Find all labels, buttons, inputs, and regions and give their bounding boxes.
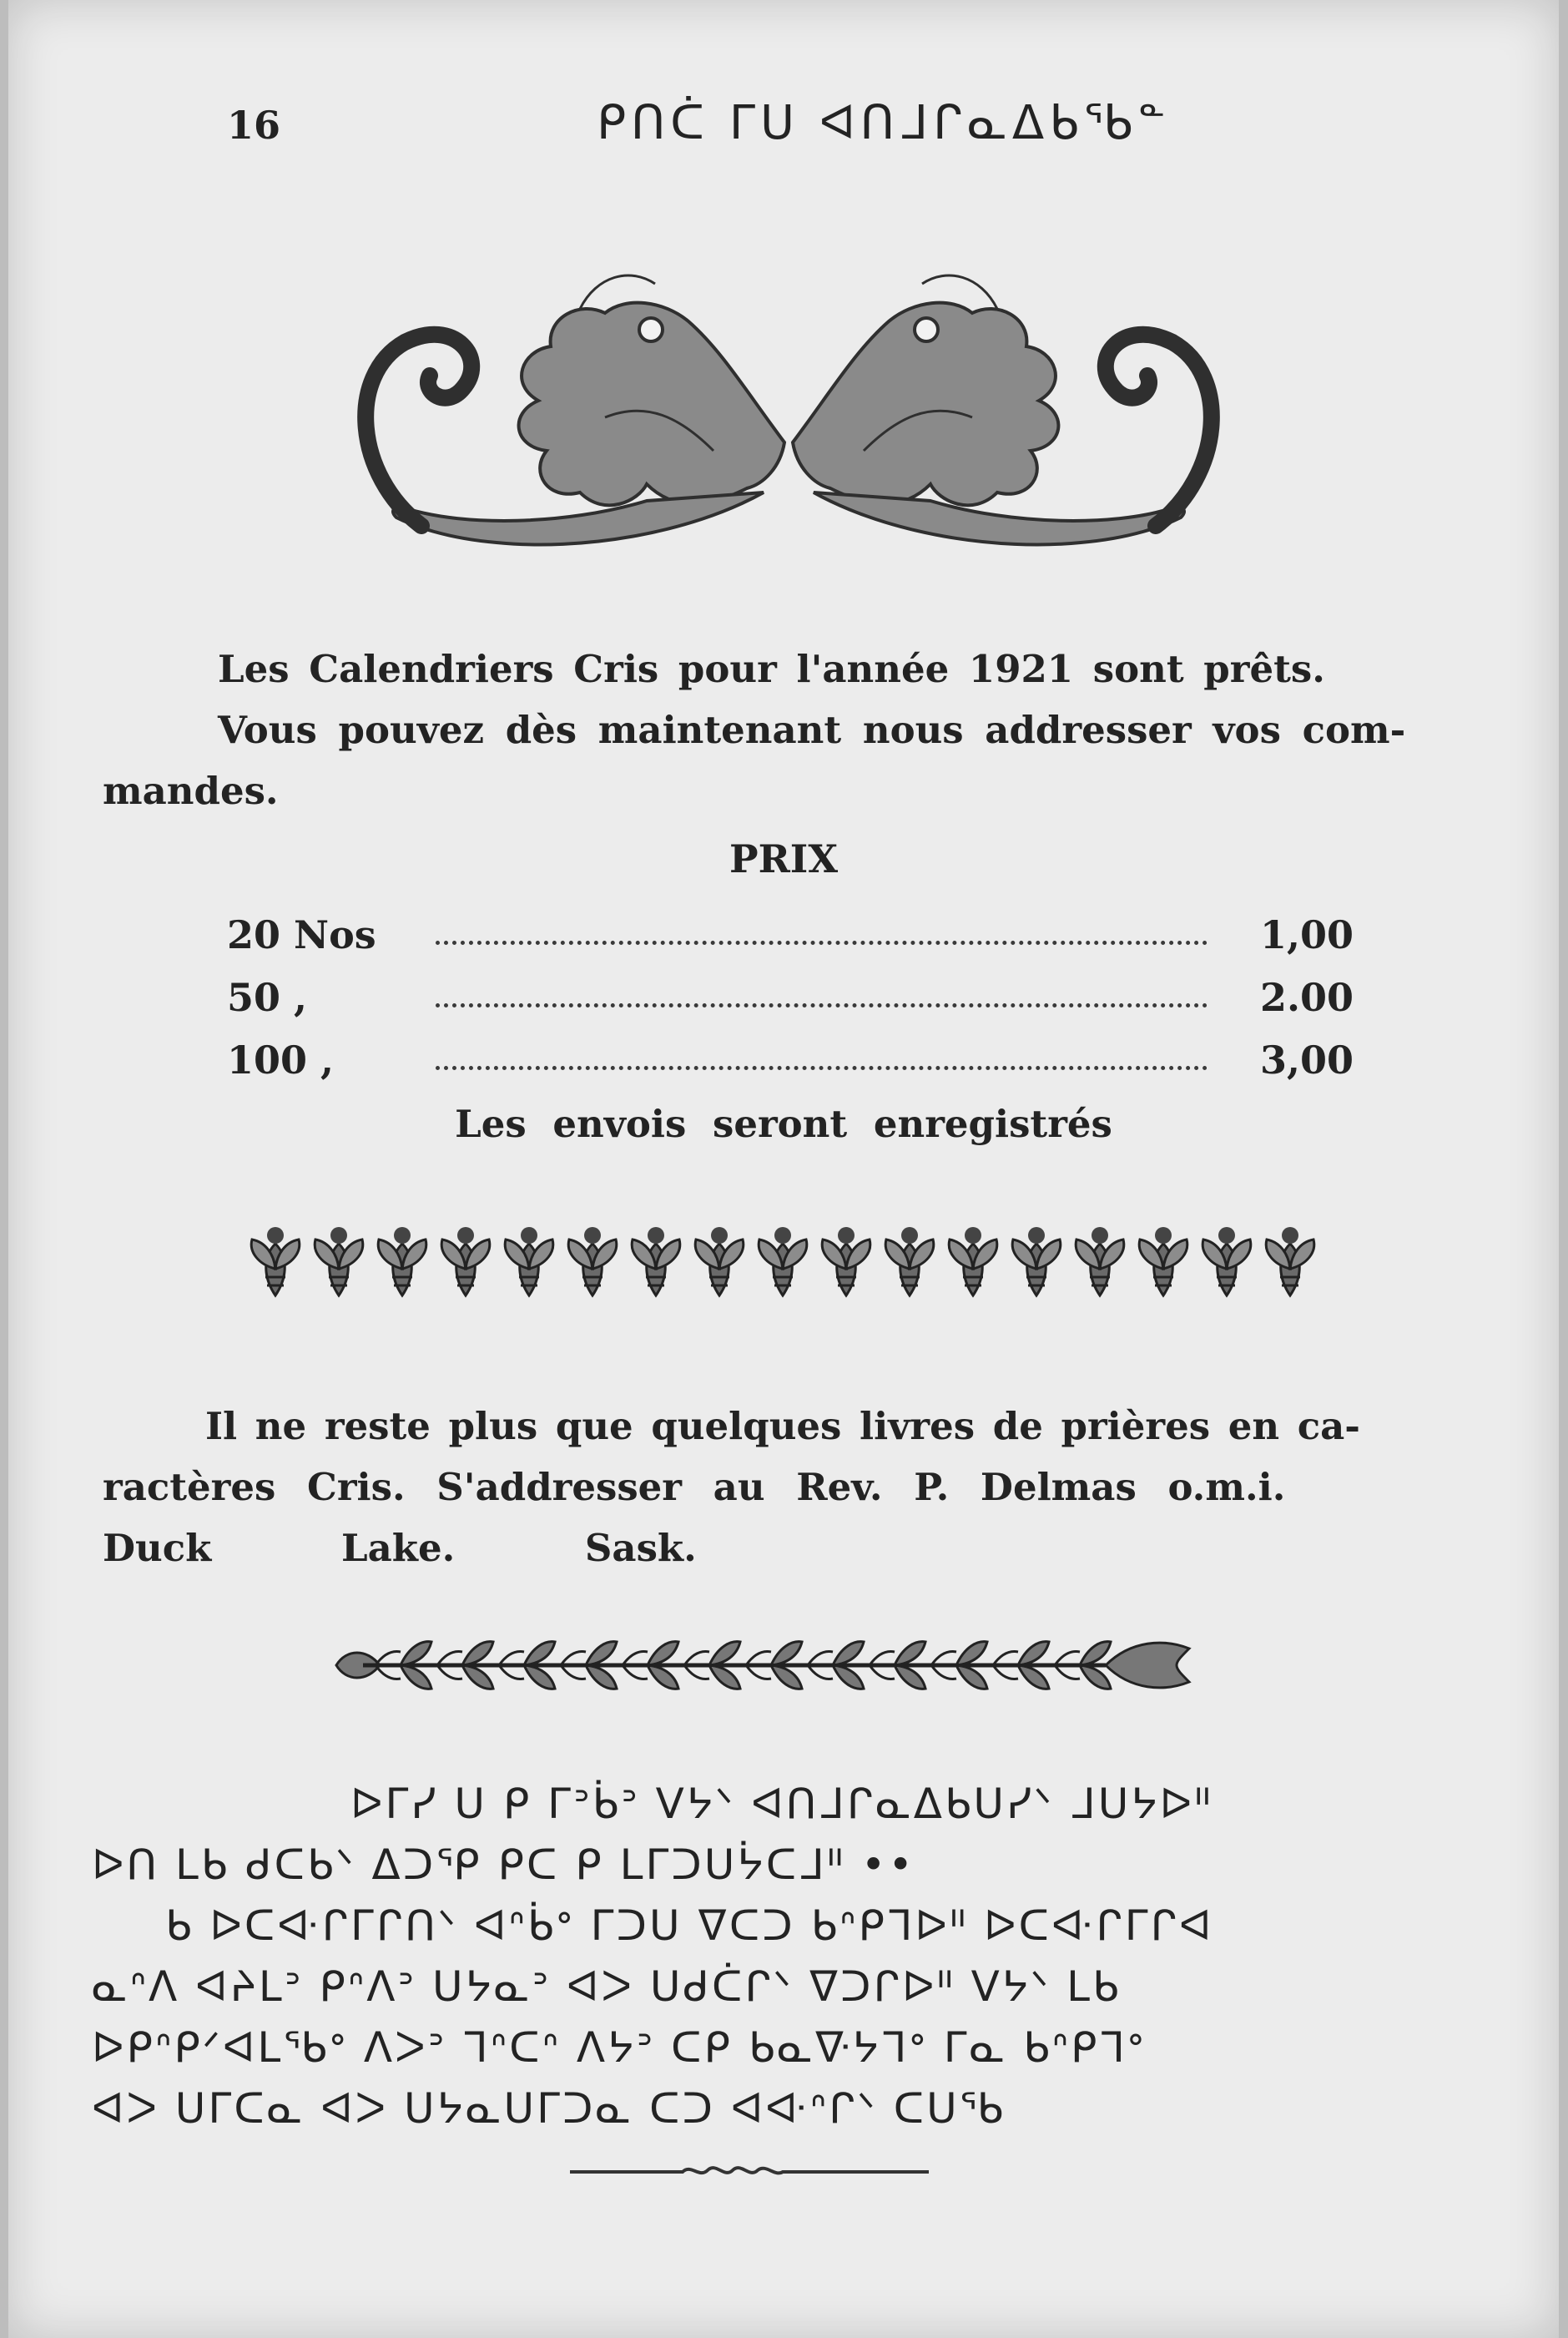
price-quantity: 20 Nos: [227, 912, 376, 957]
syllabics-line: ᐊᐳ ᑌᒥᑕᓇ ᐊᐳ ᑌᔭᓇᑌᒥᑐᓇ ᑕᑐ ᐊᐘᐢᒋᐠ ᑕᑌᖃ: [92, 2084, 1006, 2133]
price-row: [227, 1038, 1354, 1100]
price-quantity: 50 ,: [227, 975, 308, 1020]
notice-line: ractères Cris. S'addresser au Rev. P. Delmas o.m.i.: [103, 1465, 1286, 1509]
price-quantity: 100 ,: [227, 1038, 335, 1083]
document-page: [8, 0, 1559, 2338]
announcement-line: Vous pouvez dès maintenant nous addresser vos com-: [218, 708, 1406, 752]
price-row: [227, 912, 1354, 975]
leader-dots: [436, 941, 1208, 945]
announcement-line: Les Calendriers Cris pour l'année 1921 sont prêts.: [218, 647, 1325, 691]
cree-syllabics-text: [92, 1774, 1460, 2139]
syllabics-line: ᐅᑭᐢᑭᐟᐊᒪᖃᐤ ᐱᐳᐣ ᒣᐢᑕᐢ ᐱᔭᐣ ᑕᑭ ᑲᓇᐍᔭᒣᐤ ᒥᓇ ᑲᐢᑭᒣᐤ: [92, 2023, 1147, 2072]
page-number: 16: [227, 103, 281, 148]
syllabics-line: ᓇᐢᐱ ᐊᔨᒪᐣ ᑭᐢᐱᐣ ᑌᔭᓇᐣ ᐊᐳ ᑌᑯᑖᒋᐠ ᐁᑐᒋᐅᐦ ᐯᔭᐠ ᒪᑲ: [92, 1962, 1122, 2011]
announcement-line: mandes.: [103, 769, 279, 813]
leader-dots: [436, 1066, 1208, 1070]
price-amount: 2.00: [1259, 975, 1354, 1020]
notice-line: Il ne reste plus que quelques livres de prières en ca-: [205, 1404, 1360, 1448]
price-amount: 3,00: [1259, 1038, 1354, 1083]
running-title: ᑭᑎᑖ ᒥᑌ ᐊᑎᒧᒋᓇᐃᑲᖃᓐ: [597, 96, 1171, 150]
price-amount: 1,00: [1259, 912, 1354, 957]
prix-heading: PRIX: [729, 836, 839, 881]
leader-dots: [436, 1003, 1208, 1007]
syllabics-line: ᑲ ᐅᑕᐘᒋᒥᒋᑎᐠ ᐊᐢᑳᐤ ᒥᑐᑌ ᐁᑕᑐ ᑲᐢᑭᒣᐅᐦ ᐅᑕᐘᒋᒥᒋᐊ: [165, 1901, 1214, 1950]
shipping-note: Les envois seront enregistrés: [455, 1102, 1112, 1146]
calendar-announcement: [103, 639, 1455, 821]
squiggle-ornament: [566, 2154, 933, 2187]
syllabics-line: ᐅᒥᓯ ᑌ ᑭ ᒥᐣᑳᐣ ᐯᔭᐠ ᐊᑎᒧᒋᓇᐃᑲᑌᓯᐠ ᒧᑌᔭᐅᐦ: [350, 1780, 1213, 1828]
leaf-border-ornament: [330, 1632, 1214, 1699]
notice-line: Duck Lake. Sask.: [103, 1526, 697, 1570]
dragons-ornament: [330, 250, 1248, 601]
price-list: [227, 912, 1354, 1100]
prayer-books-notice: [103, 1396, 1455, 1578]
syllabics-line: ᐅᑎ ᒪᑲ ᑯᑕᑲᐠ ᐃᑐᕿ ᑭᑕ ᑭ ᒪᒥᑐᑌᔮᑕᒧᐦ ••: [92, 1841, 915, 1889]
flower-border-ornament: [242, 1219, 1327, 1302]
price-row: [227, 975, 1354, 1038]
page-header: [8, 88, 1559, 154]
